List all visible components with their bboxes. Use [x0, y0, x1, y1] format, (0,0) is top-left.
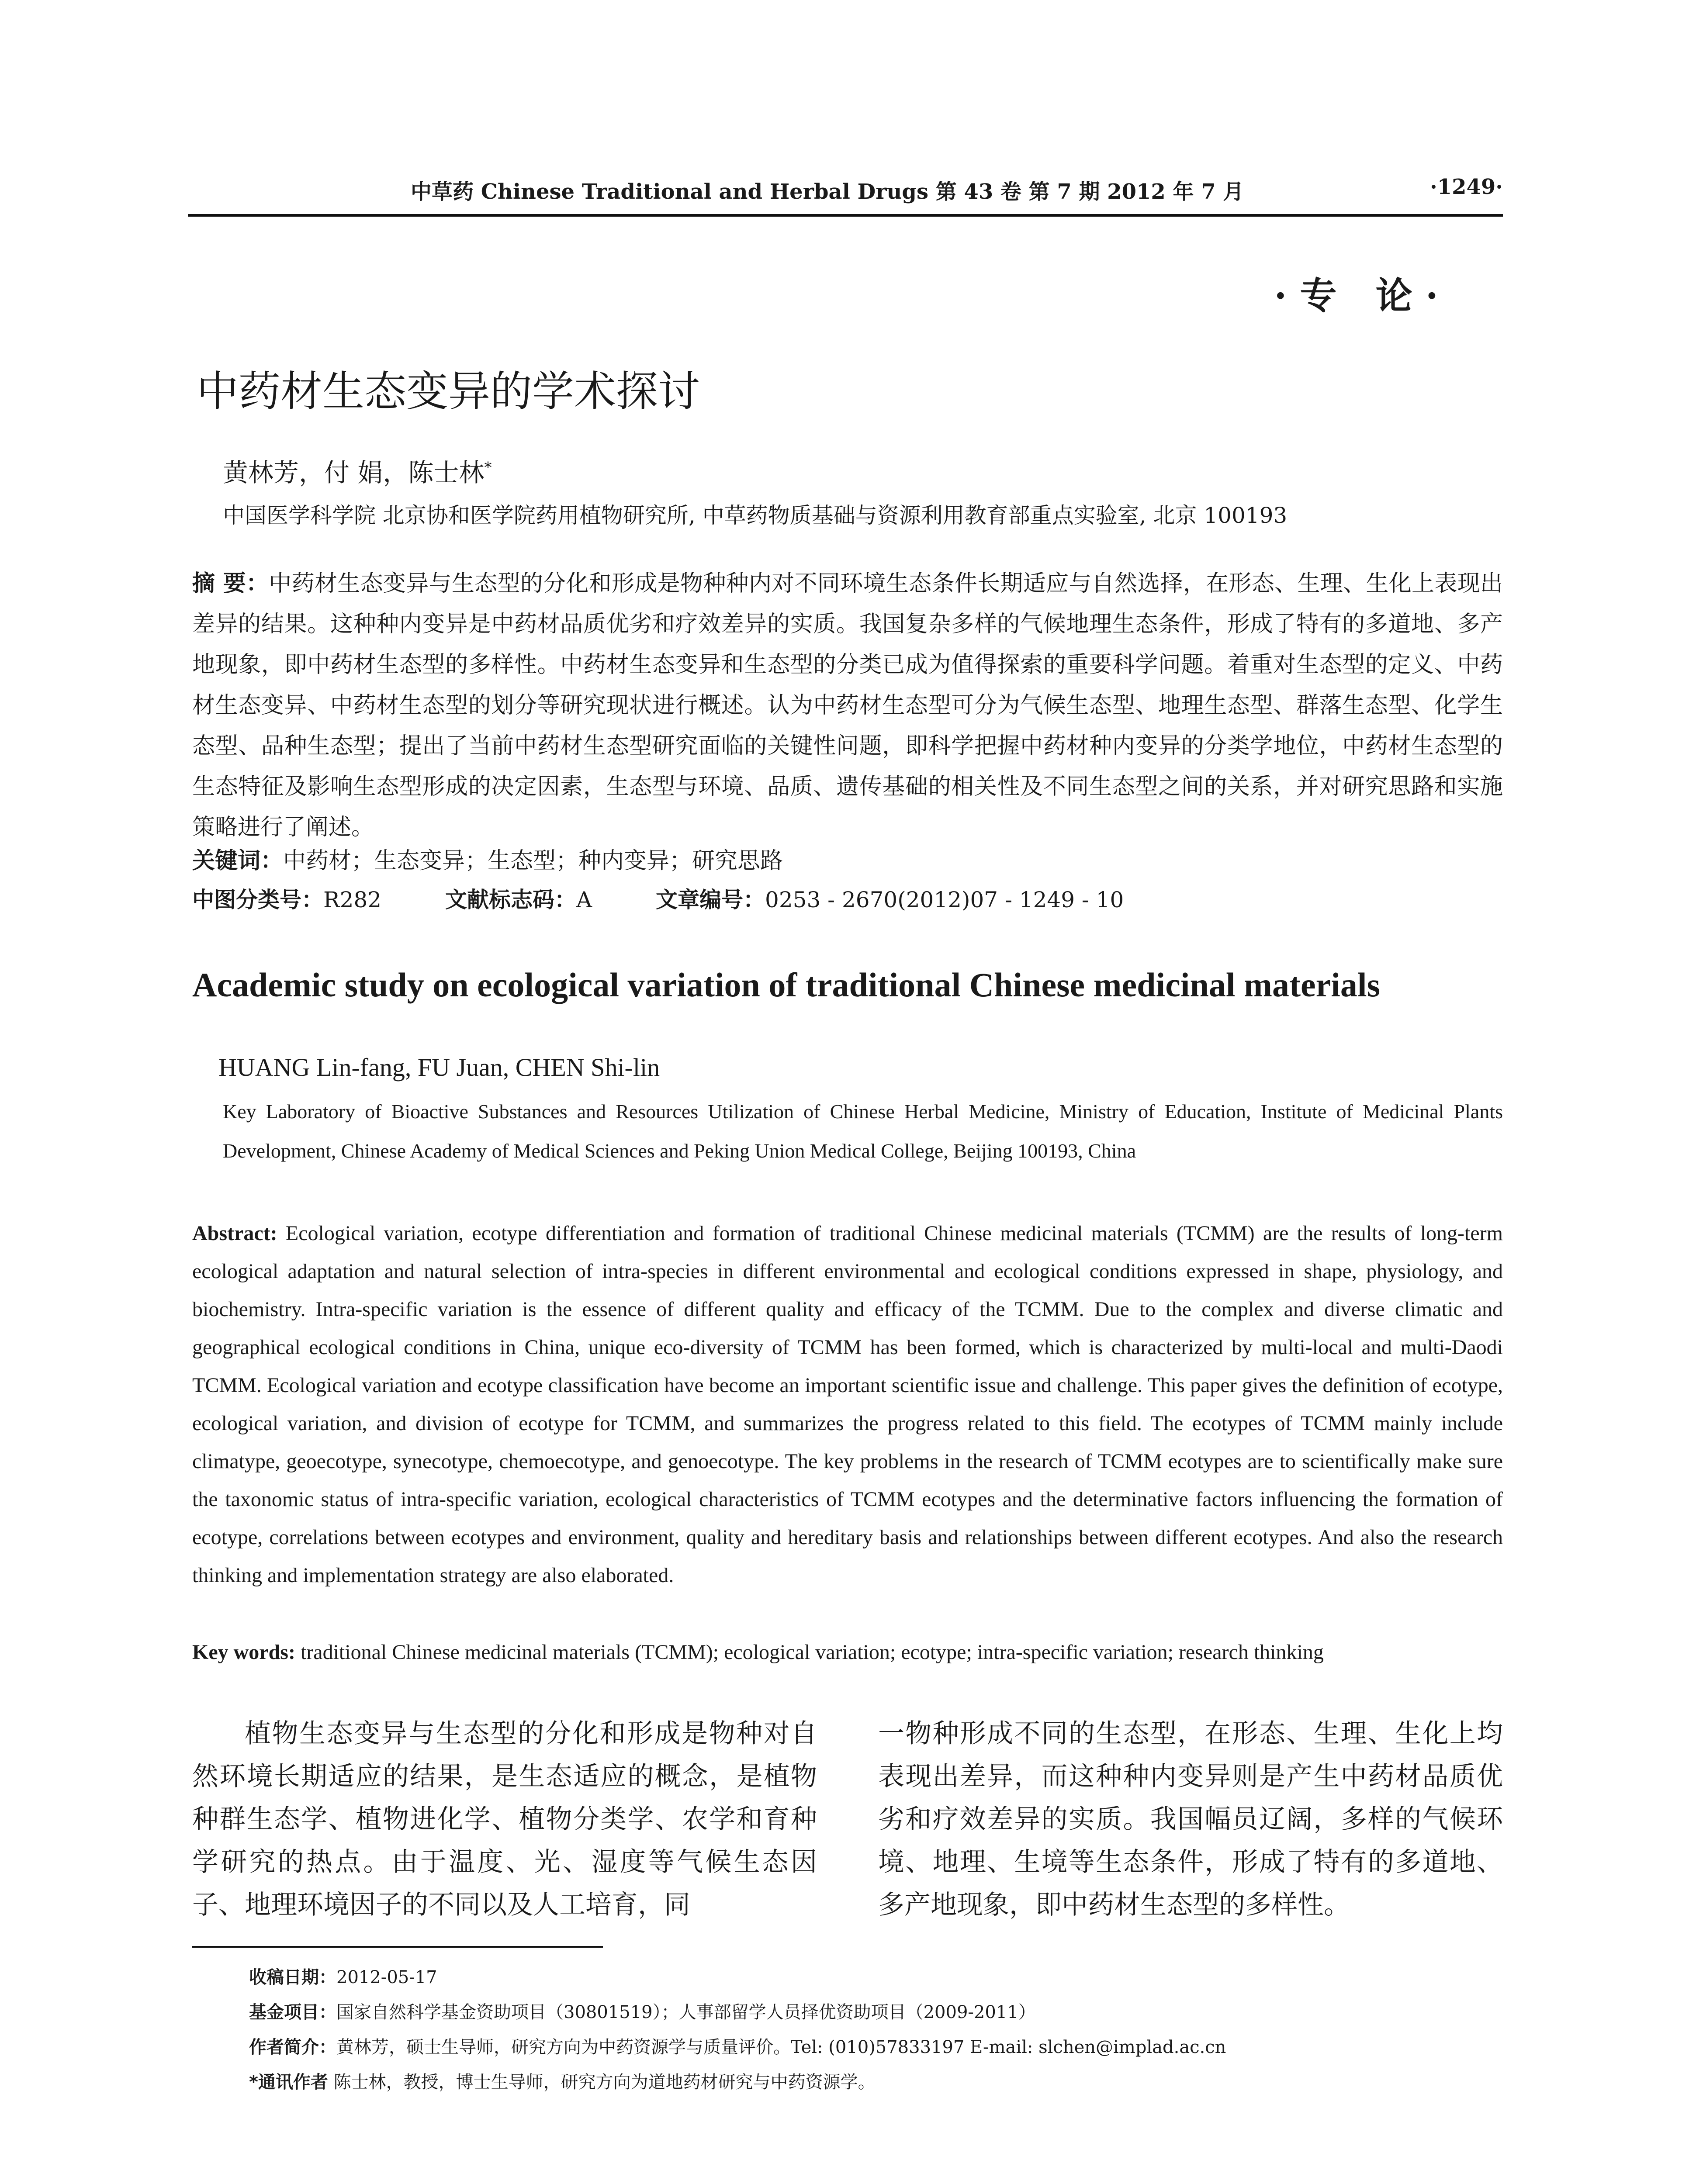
footnote-received: [249, 1963, 437, 1988]
chinese-author-names: 黄林芳，付 娟，陈士林: [223, 458, 485, 487]
clc-value: R282: [323, 887, 382, 912]
classification-line: [192, 882, 1180, 914]
clc-block: [192, 887, 381, 912]
footnote-author: [249, 2033, 1226, 2058]
chinese-title: 中药材生态变异的学术探讨: [197, 367, 700, 416]
author-bio-label: 作者简介：: [249, 2037, 336, 2057]
clc-label: 中图分类号：: [192, 887, 323, 912]
author-bio-value: 黄林芳，硕士生导师，研究方向为中药资源学与质量评价。Tel: (010)57833197 E-mail: slchen@implad.ac.cn: [336, 2037, 1226, 2057]
fund-label: 基金项目：: [249, 2002, 336, 2022]
received-label: 收稿日期：: [249, 1967, 336, 1987]
english-keywords: [192, 1640, 1324, 1664]
doc-code-label: 文献标志码：: [445, 887, 576, 912]
chinese-affiliation: 中国医学科学院 北京协和医学院药用植物研究所, 中草药物质基础与资源利用教育部重点实验室, 北京 100193: [223, 503, 1288, 528]
body-column-right: 一物种形成不同的生态型，在形态、生理、生化上均表现出差异，而这种种内变异则是产生中药材品质优劣和疗效差异的实质。我国幅员辽阔，多样的气候环境、地理、生境等生态条件，形成了特有的多道地、多产地现象，即中药材生态型的多样性。: [878, 1718, 1503, 1920]
page-number: ·1249·: [1429, 175, 1503, 199]
header-rule: [188, 214, 1503, 217]
english-title: Academic study on ecological variation of traditional Chinese medicinal materials: [192, 966, 1380, 1004]
english-abstract-label: Abstract:: [192, 1222, 277, 1245]
doc-code-block: [445, 887, 592, 912]
doc-code-value: A: [576, 887, 592, 912]
article-no-block: [656, 887, 1124, 912]
chinese-abstract-text: 中药材生态变异与生态型的分化和形成是物种种内对不同环境生态条件长期适应与自然选择，在形态、生理、生化上表现出差异的结果。这种种内变异是中药材品质优劣和疗效差异的实质。我国复杂多样的气候地理生态条件，形成了特有的多道地、多产地现象，即中药材生态型的多样性。中药材生态变异和生态型的分类已成为值得探索的重要科学问题。着重对生态型的定义、中药材生态变异、中药材生态型的划分等研究现状进行概述。认为中药材生态型可分为气候生态型、地理生态型、群落生态型、化学生态型、品种生态型；提出了当前中药材生态型研究面临的关键性问题，即科学把握中药材种内变异的分类学地位，中药材生态型的生态特征及影响生态型形成的决定因素，生态型与环境、品质、遗传基础的相关性及不同生态型之间的关系，并对研究思路和实施策略进行了阐述。: [192, 570, 1503, 840]
body-column-left: 植物生态变异与生态型的分化和形成是物种对自然环境长期适应的结果，是生态适应的概念，是植物种群生态学、植物进化学、植物分类学、农学和育种学研究的热点。由于温度、光、湿度等气候生态因子、地理环境因子的不同以及人工培育，同: [192, 1718, 817, 1920]
chinese-abstract: [192, 563, 1503, 848]
chinese-keywords-text: 中药材；生态变异；生态型；种内变异；研究思路: [283, 848, 783, 874]
chinese-abstract-label: 摘 要：: [192, 570, 269, 597]
english-keywords-text: traditional Chinese medicinal materials (TCMM); ecological variation; ecotype; intra-specific variation; research thinking: [295, 1641, 1324, 1664]
footnote-fund: [249, 1998, 1036, 2023]
article-no-label: 文章编号：: [656, 887, 765, 912]
corresponding-label: *通讯作者: [249, 2072, 328, 2092]
footnote-rule: [192, 1946, 603, 1948]
chinese-authors: [223, 452, 491, 489]
english-abstract-text: Ecological variation, ecotype differentiation and formation of traditional Chinese medicinal materials (TCMM) are the results of long-term ecological adaptation and natural selection of intra-species in different environmental and ecological conditions expressed in shape, physiology, and biochemistry. Intra-specific variation is the essence of different quality and efficacy of the TCMM. Due to the complex and diverse climatic and geographical ecological conditions in China, unique eco-diversity of TCMM has been formed, which is characterized by multi-local and multi-Daodi TCMM. Ecological variation and ecotype classification have become an important scientific issue and challenge. This paper gives the definition of ecotype, ecological variation, and division of ecotype for TCMM, and summarizes the progress related to this field. The ecotypes of TCMM mainly include climatype, geoecotype, synecotype, chemoecotype, and genoecotype. The key problems in the research of TCMM ecotypes are to scientifically make sure the taxonomic status of intra-specific variation, ecological characteristics of TCMM ecotypes and the determinative factors influencing the formation of ecotype, correlations between ecotypes and environment, quality and hereditary basis and relationships between different ecotypes. And also the research thinking and implementation strategy are also elaborated.: [192, 1222, 1503, 1587]
english-authors: HUANG Lin-fang, FU Juan, CHEN Shi-lin: [218, 1053, 660, 1082]
english-keywords-label: Key words:: [192, 1641, 295, 1664]
journal-header: 中草药 Chinese Traditional and Herbal Drugs 第 43 卷 第 7 期 2012 年 7 月: [411, 180, 1244, 204]
article-no-value: 0253 - 2670(2012)07 - 1249 - 10: [765, 887, 1124, 912]
running-header: [192, 175, 1503, 218]
chinese-keywords-label: 关键词：: [192, 848, 284, 874]
english-abstract: [192, 1214, 1503, 1594]
english-affiliation: Key Laboratory of Bioactive Substances and Resources Utilization of Chinese Herbal Medicine, Ministry of Education, Institute of Medicinal Plants Development, Chinese Academy of Medical Sciences and Peking Union Medical College, Beijing 100193, China: [223, 1100, 1503, 1162]
footnote-corresponding: [249, 2068, 876, 2093]
corresponding-value: 陈士林，教授，博士生导师，研究方向为道地药材研究与中药资源学。: [328, 2072, 876, 2092]
section-label: ·专 论·: [1274, 274, 1451, 317]
received-value: 2012-05-17: [336, 1967, 437, 1987]
fund-value: 国家自然科学基金资助项目（30801519）；人事部留学人员择优资助项目（2009-2011）: [336, 2002, 1036, 2022]
corresponding-mark: *: [484, 459, 492, 477]
chinese-keywords: [192, 841, 1503, 881]
